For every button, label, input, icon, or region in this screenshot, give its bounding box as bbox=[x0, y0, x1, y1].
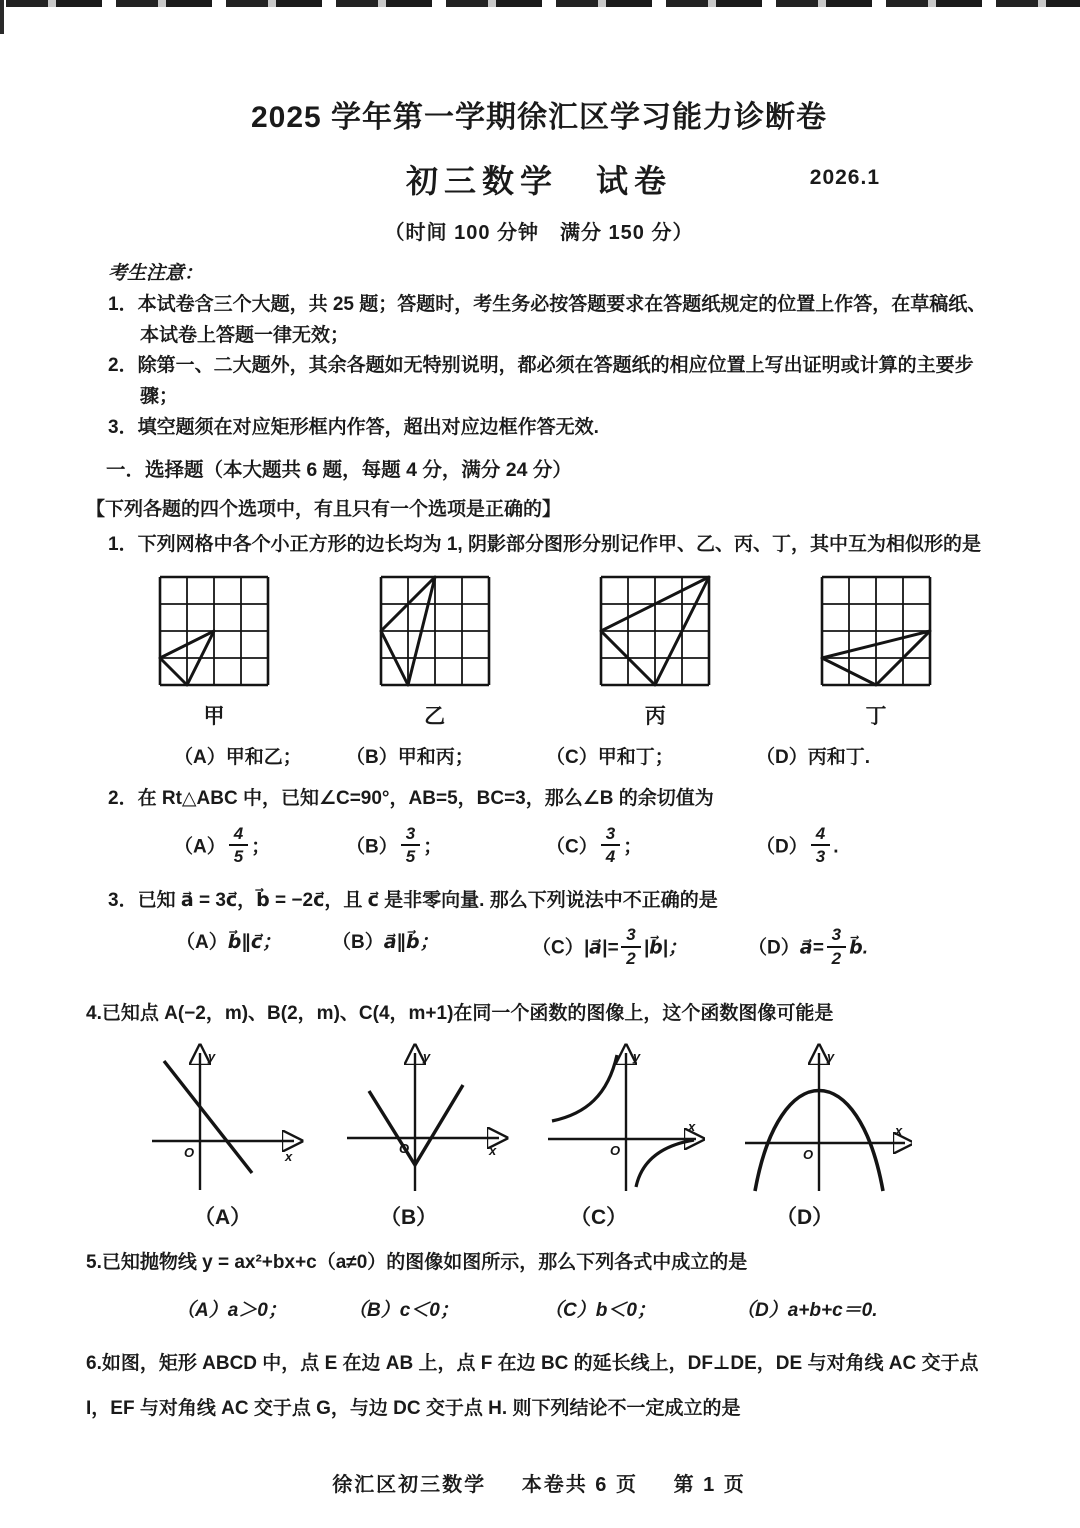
question-4-graph-labels bbox=[194, 1201, 992, 1231]
fraction: $\frac{4}{3}$ bbox=[811, 824, 830, 867]
question-2-text: 2．在 Rt△ABC 中，已知∠C=90°，AB=5，BC=3，那么∠B 的余切值为 bbox=[108, 788, 714, 810]
scan-artifact-band bbox=[6, 0, 1080, 7]
figure-grid-jia bbox=[158, 575, 270, 730]
page-footer bbox=[86, 1468, 992, 1497]
figure-label-ding: 丁 bbox=[865, 705, 887, 729]
q1-option-d: （D）丙和丁. bbox=[756, 747, 871, 769]
fraction: $\frac{3}{2}$ bbox=[621, 925, 640, 968]
q3-option-a: （A）b⃗∥c⃗； bbox=[176, 932, 282, 954]
graph-a-decreasing-line bbox=[142, 1043, 307, 1195]
q1-option-a: （A）甲和乙； bbox=[174, 747, 302, 769]
graph-c-hyperbola bbox=[540, 1043, 705, 1195]
question-5-options bbox=[176, 1295, 992, 1322]
question-1-text: 1．下列网格中各个小正方形的边长均为 1, 阴影部分图形分别记作甲、乙、丙、丁，其中互为相似形的是 bbox=[108, 533, 981, 555]
x-axis-label: x bbox=[285, 1148, 293, 1164]
fraction: $\frac{3}{4}$ bbox=[601, 824, 620, 867]
grid-drawing-ding bbox=[820, 575, 932, 692]
q2-option-c: （C） $\frac{3}{4}$ ； bbox=[546, 823, 643, 867]
graph-label-a: （A） bbox=[194, 1205, 252, 1229]
notice-item-2: 2．除第一、二大题外，其余各题如无特别说明，都必须在答题纸的相应位置上写出证明或计算的主要步骤； bbox=[108, 355, 974, 408]
exam-date: 2026.1 bbox=[809, 166, 880, 189]
q3-option-b: （B）a⃗∥b⃗； bbox=[332, 932, 439, 954]
question-1-options bbox=[174, 742, 992, 769]
fraction: $\frac{4}{5}$ bbox=[229, 824, 248, 867]
fraction: $\frac{3}{2}$ bbox=[827, 925, 846, 968]
scan-artifact-corner bbox=[0, 0, 4, 34]
duration-score-line: （时间 100 分钟 满分 150 分） bbox=[384, 222, 694, 244]
q1-option-b: （B）甲和丙； bbox=[346, 747, 474, 769]
single-answer-note: 【下列各题的四个选项中，有且只有一个选项是正确的】 bbox=[86, 498, 562, 520]
question-3-options bbox=[176, 927, 992, 970]
x-axis-label: x bbox=[894, 1122, 903, 1138]
q3-option-d: （D）a⃗= $\frac{3}{2}$ b⃗. bbox=[748, 925, 869, 968]
figure-label-yi: 乙 bbox=[424, 705, 446, 729]
q5-option-b: （B）c＜0； bbox=[348, 1300, 459, 1322]
question-4-text: 4.已知点 A(−2，m)、B(2，m)、C(4，m+1)在同一个函数的图像上，这个函数图像可能是 bbox=[86, 1003, 834, 1025]
grid-drawing-jia bbox=[158, 575, 270, 692]
question-6-text: 6.如图，矩形 ABCD 中，点 E 在边 AB 上，点 F 在边 BC 的延长线上，DF⊥DE，DE 与对角线 AC 交于点 I，EF 与对角线 AC 交于点 G，与边 DC 交于点 H. 则下列结论不一定成立的是 bbox=[86, 1353, 979, 1419]
y-axis-label: y bbox=[633, 1048, 641, 1064]
footer-page-number: 第 1 页 bbox=[673, 1473, 746, 1496]
y-axis-label: y bbox=[422, 1048, 430, 1064]
graph-d-downward-parabola bbox=[737, 1043, 912, 1195]
y-axis-label: y bbox=[826, 1048, 835, 1064]
grid-drawing-yi bbox=[379, 575, 491, 692]
figure-grid-yi bbox=[379, 575, 491, 730]
graph-b-absolute-value bbox=[339, 1043, 509, 1195]
x-axis-label: x bbox=[488, 1142, 496, 1158]
figure-grid-bing bbox=[599, 575, 711, 730]
q2-option-a: （A） $\frac{4}{5}$ ； bbox=[174, 823, 271, 867]
question-4-graphs bbox=[142, 1043, 912, 1195]
footer-exam-name: 徐汇区初三数学 bbox=[332, 1473, 487, 1496]
notice-heading: 考生注意： bbox=[108, 263, 204, 284]
origin-label: O bbox=[610, 1142, 621, 1158]
y-axis-label: y bbox=[208, 1048, 216, 1064]
fraction: $\frac{3}{5}$ bbox=[401, 824, 420, 867]
origin-label: O bbox=[398, 1140, 409, 1156]
notice-item-3: 3．填空题须在对应矩形框内作答，超出对应边框作答无效. bbox=[108, 416, 599, 438]
q5-option-d: （D）a+b+c＝0. bbox=[736, 1300, 878, 1322]
figure-grid-ding bbox=[820, 575, 932, 730]
q2-option-b: （B） $\frac{3}{5}$ ； bbox=[346, 823, 443, 867]
x-axis-label: x bbox=[688, 1118, 696, 1134]
page-title: 2025 学年第一学期徐汇区学习能力诊断卷 bbox=[250, 101, 828, 134]
subtitle-row bbox=[86, 156, 992, 202]
graph-label-c: （C） bbox=[570, 1205, 628, 1229]
q5-option-a: （A）a＞0； bbox=[176, 1300, 287, 1322]
notice-item-1: 1．本试卷含三个大题，共 25 题；答题时，考生务必按答题要求在答题纸规定的位置上作答，在草稿纸、本试卷上答题一律无效； bbox=[108, 293, 987, 346]
section-1-heading: 一．选择题（本大题共 6 题，每题 4 分，满分 24 分） bbox=[106, 458, 572, 481]
question-1-figures bbox=[158, 575, 932, 730]
graph-label-d: （D） bbox=[776, 1205, 834, 1229]
grid-drawing-bing bbox=[599, 575, 711, 692]
question-2-options bbox=[174, 823, 992, 869]
origin-label: O bbox=[802, 1146, 814, 1162]
question-5-text: 5.已知抛物线 y = ax²+bx+c（a≠0）的图像如图所示，那么下列各式中成立的是 bbox=[86, 1251, 748, 1273]
origin-label: O bbox=[184, 1144, 195, 1160]
q5-option-c: （C）b＜0； bbox=[544, 1300, 656, 1322]
graph-label-b: （B） bbox=[380, 1205, 438, 1229]
notice-block bbox=[86, 259, 992, 444]
figure-label-jia: 甲 bbox=[203, 705, 225, 729]
q3-option-c: （C）|a⃗|= $\frac{3}{2}$ |b⃗|； bbox=[532, 925, 687, 968]
footer-total-pages: 本卷共 6 页 bbox=[521, 1473, 638, 1496]
figure-label-bing: 丙 bbox=[644, 705, 666, 729]
q1-option-c: （C）甲和丁； bbox=[546, 747, 674, 769]
q2-option-d: （D） $\frac{4}{3}$ . bbox=[756, 823, 839, 867]
exam-subtitle: 初三数学 试卷 bbox=[405, 163, 672, 199]
question-3-text: 3．已知 a⃗ = 3c⃗，b⃗ = −2c⃗，且 c⃗ 是非零向量. 那么下列说法中不正确的是 bbox=[108, 889, 718, 911]
